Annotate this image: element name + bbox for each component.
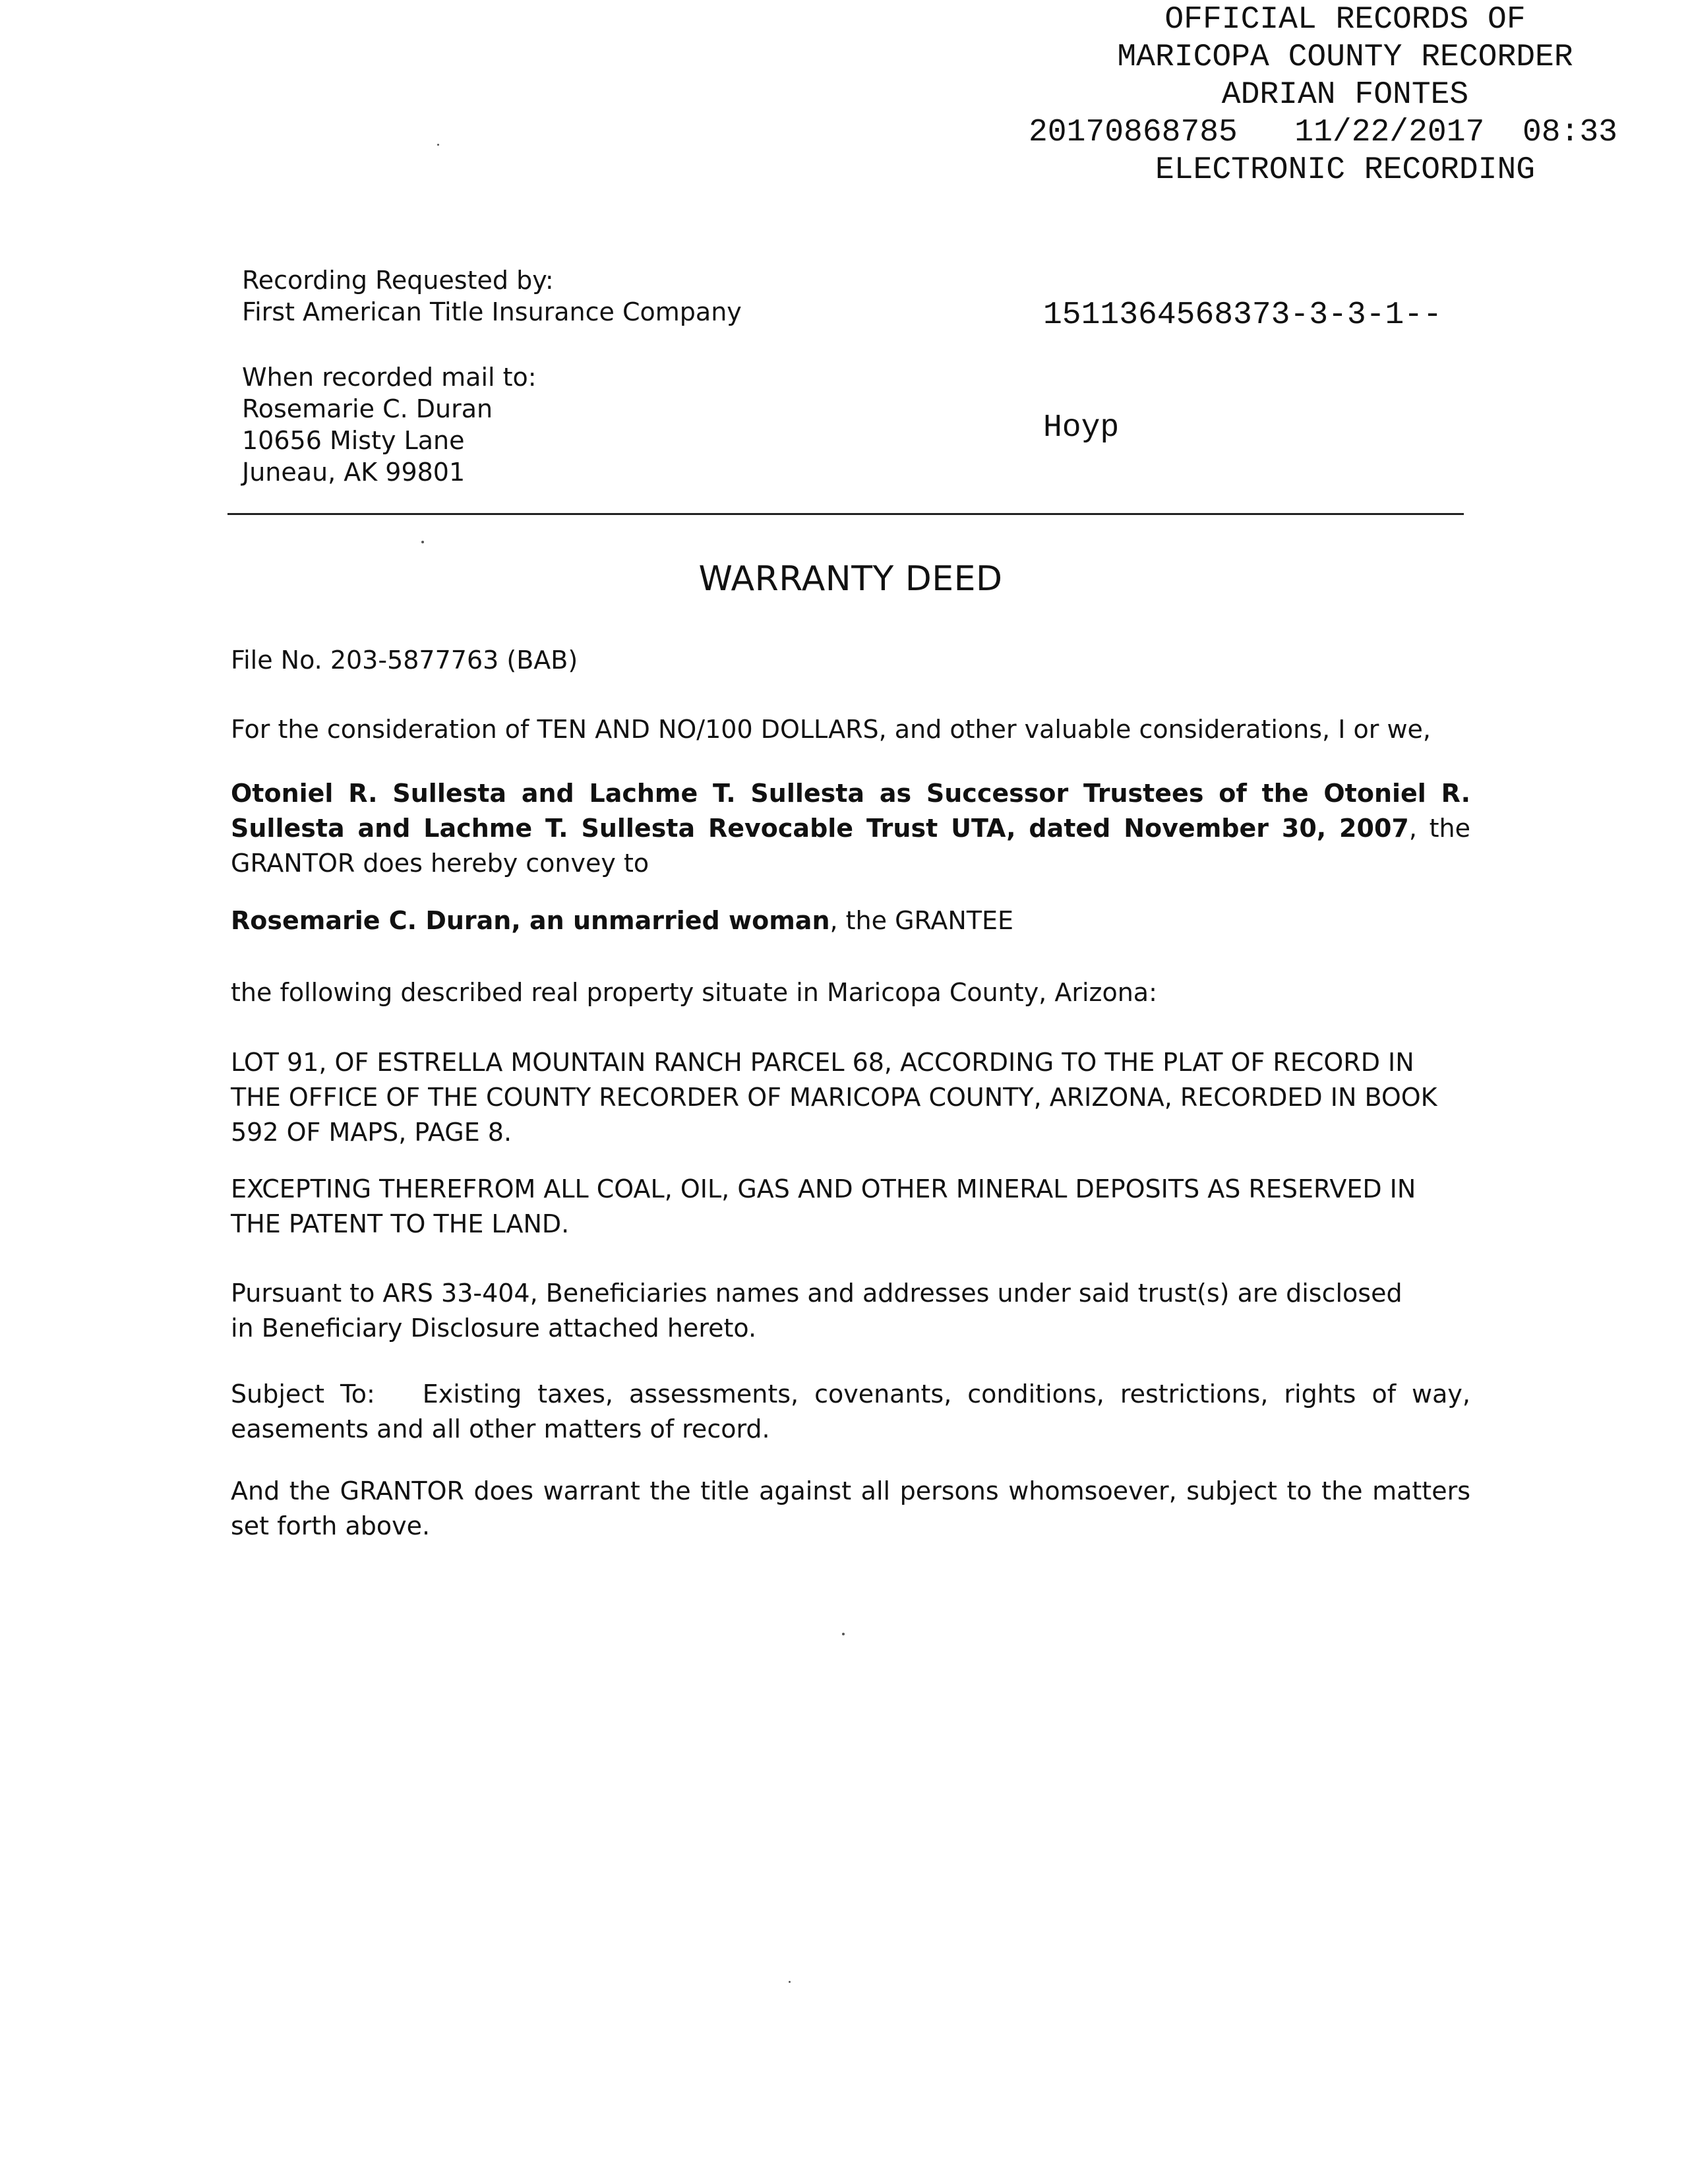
scan-speck <box>842 1633 845 1635</box>
subject-to-label: Subject To: <box>231 1380 375 1409</box>
document-title: WARRANTY DEED <box>698 559 1003 599</box>
stamp-line-electronic-recording: ELECTRONIC RECORDING <box>1155 152 1536 188</box>
property-intro: the following described real property situate in Maricopa County, Arizona: <box>231 978 1157 1007</box>
stamp-line-county-recorder: MARICOPA COUNTY RECORDER <box>1117 40 1573 75</box>
warranty-clause: And the GRANTOR does warrant the title against all persons whomsoever, subject to the matters set forth above. <box>231 1476 1470 1540</box>
scan-speck <box>421 541 424 543</box>
beneficiary-disclosure-clause: Pursuant to ARS 33-404, Beneficiaries names and addresses under said trust(s) are disclosed in Beneficiary Disclosure attached hereto. <box>231 1279 1402 1343</box>
excepting-clause: EXCEPTING THEREFROM ALL COAL, OIL, GAS AND OTHER MINERAL DEPOSITS AS RESERVED IN THE PATENT TO THE LAND. <box>231 1174 1416 1238</box>
recording-requested-company: First American Title Insurance Company <box>242 297 742 326</box>
recording-requested-block <box>242 264 742 328</box>
mail-to-block <box>242 361 537 488</box>
grantee-clause: , the GRANTEE <box>829 906 1014 935</box>
grantor-paragraph <box>231 776 1470 881</box>
subject-to-text: Existing taxes, assessments, covenants, conditions, restrictions, rights of way, easements and all other matters of record. <box>231 1380 1470 1443</box>
subject-to-paragraph <box>231 1377 1470 1447</box>
grantor-name: Otoniel R. Sullesta and Lachme T. Sullesta as Successor Trustees of the Otoniel R. Sullesta and Lachme T. Sullesta Revocable Trust UTA, dated November 30, 2007 <box>231 779 1470 843</box>
scan-speck <box>437 144 439 146</box>
stamp-reference-code: 1511364568373-3-3-1-- <box>1043 297 1442 333</box>
stamp-reference <box>1043 222 1442 485</box>
recording-requested-label: Recording Requested by: <box>242 266 554 295</box>
stamp-reference-suffix: Hoyp <box>1043 410 1120 446</box>
recording-number: 20170868785 <box>1029 115 1238 150</box>
recording-date: 11/22/2017 <box>1294 115 1485 150</box>
grantor-clause: , the GRANTOR does hereby convey to <box>231 814 1470 878</box>
grantee-paragraph <box>231 903 1470 938</box>
mail-to-city: Juneau, AK 99801 <box>242 458 466 487</box>
mail-to-label: When recorded mail to: <box>242 363 537 392</box>
mail-to-name: Rosemarie C. Duran <box>242 394 493 423</box>
header-divider <box>227 513 1464 515</box>
stamp-line-official-records: OFFICIAL RECORDS OF <box>1164 2 1526 38</box>
grantee-name: Rosemarie C. Duran, an unmarried woman <box>231 906 830 935</box>
consideration-paragraph: For the consideration of TEN AND NO/100 DOLLARS, and other valuable considerations, I or we, <box>231 715 1431 744</box>
stamp-line-recorder-name: ADRIAN FONTES <box>1221 77 1469 113</box>
mail-to-street: 10656 Misty Lane <box>242 426 465 455</box>
recorder-stamp <box>1029 1 1662 189</box>
legal-description: LOT 91, OF ESTRELLA MOUNTAIN RANCH PARCEL 68, ACCORDING TO THE PLAT OF RECORD IN THE OFFICE OF THE COUNTY RECORDER OF MARICOPA COUNTY, ARIZONA, RECORDED IN BOOK 592 OF MAPS, PAGE 8. <box>231 1048 1437 1147</box>
file-number: File No. 203-5877763 (BAB) <box>231 646 578 675</box>
scan-speck <box>789 1981 791 1983</box>
recording-time: 08:33 <box>1522 115 1617 150</box>
stamp-line-recording-info <box>1029 114 1662 152</box>
